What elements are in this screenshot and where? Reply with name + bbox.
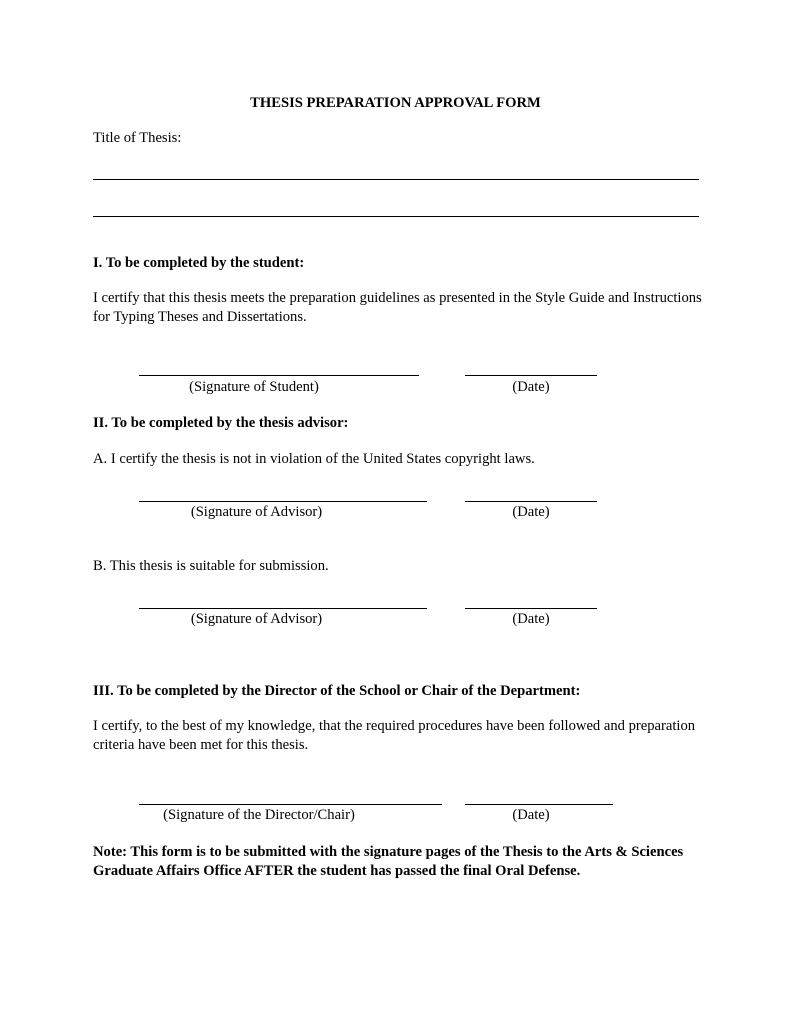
advisor-date-line-b[interactable] [465,608,597,609]
advisor-signature-line-b[interactable] [139,608,427,609]
director-date-line[interactable] [465,804,613,805]
advisor-date-caption-b: (Date) [512,611,550,627]
director-signature-caption: (Signature of the Director/Chair) [163,807,355,823]
advisor-signature-caption-a: (Signature of Advisor) [190,504,323,520]
advisor-submission-statement: B. This thesis is suitable for submission. [93,558,329,574]
advisor-date-line-a[interactable] [465,501,597,502]
advisor-date-caption-a: (Date) [512,504,550,520]
form-heading: THESIS PREPARATION APPROVAL FORM [250,95,541,111]
advisor-copyright-statement: A. I certify the thesis is not in violation of the United States copyright laws. [93,451,535,467]
section-advisor-heading: II. To be completed by the thesis advisor: [93,415,349,431]
advisor-signature-caption-b: (Signature of Advisor) [190,611,323,627]
thesis-title-label: Title of Thesis: [93,130,182,146]
student-signature-line[interactable] [139,375,419,376]
director-date-caption: (Date) [512,807,550,823]
thesis-title-line-1[interactable] [93,179,699,180]
director-certification-text: I certify, to the best of my knowledge, that the required procedures have been followed and preparation criteria have been met for this thesis. [93,718,696,753]
submission-note: Note: This form is to be submitted with the signature pages of the Thesis to the Arts & Sciences Graduate Affairs Office AFTER the student has passed the final Oral Defense. [93,844,684,879]
section-student-heading: I. To be completed by the student: [93,255,305,271]
student-date-line[interactable] [465,375,597,376]
section-director-heading: III. To be completed by the Director of the School or Chair of the Department: [93,683,581,699]
student-date-caption: (Date) [512,379,550,395]
student-certification-text: I certify that this thesis meets the preparation guidelines as presented in the Style Guide and Instructions for Typing Theses and Dissertations. [93,290,702,325]
director-signature-line[interactable] [139,804,442,805]
student-signature-caption: (Signature of Student) [189,379,319,395]
advisor-signature-line-a[interactable] [139,501,427,502]
thesis-title-line-2[interactable] [93,216,699,217]
